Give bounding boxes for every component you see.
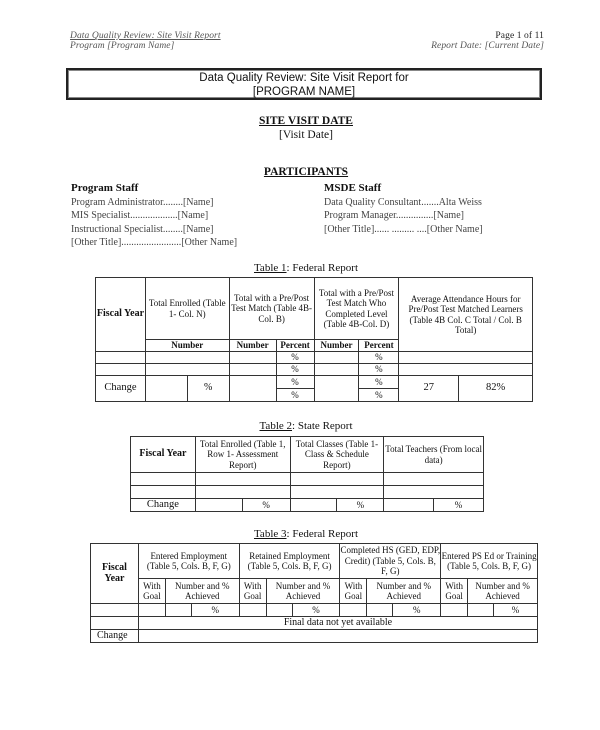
- table2-cell: [290, 486, 384, 499]
- table3-caption: [0, 528, 600, 540]
- table1-sub-number: Number: [314, 340, 359, 352]
- table2-enrolled-header: Total Enrolled (Table 1, Row 1- Assessment Report): [195, 437, 290, 473]
- table1-cell: %: [359, 389, 399, 402]
- participants-heading: PARTICIPANTS: [263, 166, 349, 178]
- table1-caption-prefix: Table 1: [253, 262, 287, 274]
- visit-date: [Visit Date]: [279, 129, 333, 141]
- table1-cell: [145, 352, 229, 364]
- table3-number-achieved: Number and % Achieved: [367, 579, 441, 604]
- table2-fiscal-year-header: Fiscal Year: [131, 437, 196, 473]
- msde-staff-line: [Other Title]...... ......... ....[Other Name]: [324, 223, 483, 235]
- table3-retained-header: Retained Employment (Table 5, Cols. B, F, G): [239, 544, 340, 579]
- table1-cell: [399, 352, 533, 364]
- msde-staff-block: [324, 182, 483, 236]
- table1-cell: [96, 364, 146, 376]
- table1-caption-suffix: : Federal Report: [286, 262, 358, 274]
- table1-sub-percent: Percent: [276, 340, 314, 352]
- table2-teachers-header: Total Teachers (From local data): [384, 437, 484, 473]
- table1-cell: [145, 376, 187, 402]
- table1-enrolled-header: Total Enrolled (Table 1- Col. N): [145, 278, 229, 340]
- table1-cell: [145, 364, 229, 376]
- table1-cell: %: [187, 376, 229, 402]
- table1-cell: %: [276, 364, 314, 376]
- table1-cell: [229, 364, 276, 376]
- table2-caption-prefix: Table 2: [259, 420, 293, 432]
- table1-cell: %: [359, 364, 399, 376]
- table3-cell: [91, 617, 139, 630]
- table3-cell: [441, 604, 468, 617]
- report-title-line1: Data Quality Review: Site Visit Report for: [199, 72, 409, 84]
- table1-cell: [399, 364, 533, 376]
- table2-cell: [290, 473, 384, 486]
- table1-sub-number: Number: [229, 340, 276, 352]
- table3-cell: [239, 604, 266, 617]
- table1-average-hours-value: 27: [399, 376, 459, 402]
- program-staff-heading: Program Staff: [71, 182, 139, 194]
- program-staff-line: Program Administrator........[Name]: [71, 196, 214, 208]
- table3-fiscal-year-header: Fiscal Year: [91, 544, 139, 604]
- table2-cell: [384, 486, 484, 499]
- table3-number-achieved: Number and % Achieved: [468, 579, 538, 604]
- table1-cell: [229, 352, 276, 364]
- table1-cell: [314, 376, 359, 402]
- table1-cell: [96, 352, 146, 364]
- table1-completed-header: Total with a Pre/Post Test Match Who Completed Level (Table 4B-Col. D): [314, 278, 399, 340]
- table1-cell: %: [276, 376, 314, 389]
- header-program-name: Program [Program Name]: [70, 41, 175, 51]
- table1-cell: %: [359, 352, 399, 364]
- table2-state-report: [130, 436, 484, 512]
- table1-federal-report: [95, 277, 533, 402]
- table1-cell: [314, 364, 359, 376]
- table3-with-goal: With Goal: [441, 579, 468, 604]
- table1-average-percent-value: 82%: [459, 376, 533, 402]
- table3-cell: [266, 604, 292, 617]
- page-number: Page 1 of 11: [495, 31, 544, 41]
- table2-cell: %: [242, 499, 290, 512]
- table3-cell: [340, 604, 367, 617]
- table1-match-header: Total with a Pre/Post Test Match (Table 4B-Col. B): [229, 278, 314, 340]
- table1-average-header: Average Attendance Hours for Pre/Post Test Matched Learners (Table 4B Col. C Total / Col. B Total): [399, 278, 533, 352]
- program-staff-block: [71, 182, 237, 250]
- report-title-line2: [PROGRAM NAME]: [252, 86, 356, 98]
- table1-cell: [314, 352, 359, 364]
- table3-cell: [165, 604, 191, 617]
- header-document-title: Data Quality Review: Site Visit Report: [70, 31, 221, 41]
- table3-with-goal: With Goal: [239, 579, 266, 604]
- msde-staff-heading: MSDE Staff: [324, 182, 382, 194]
- table1-caption: [0, 262, 600, 274]
- table3-cell: [91, 604, 139, 617]
- table3-caption-suffix: : Federal Report: [286, 528, 358, 540]
- table3-cell: [138, 604, 165, 617]
- table1-sub-percent: Percent: [359, 340, 399, 352]
- table3-cell: %: [191, 604, 239, 617]
- table2-cell: %: [434, 499, 484, 512]
- table2-cell: [384, 473, 484, 486]
- table3-with-goal: With Goal: [340, 579, 367, 604]
- table1-cell: %: [276, 352, 314, 364]
- table1-fiscal-year-header: Fiscal Year: [96, 278, 146, 352]
- table3-final-note: Final data not yet available: [138, 617, 537, 630]
- table2-cell: [195, 499, 242, 512]
- msde-staff-line: Program Manager...............[Name]: [324, 210, 464, 221]
- table1-change-label: Change: [96, 376, 146, 402]
- table3-entered-header: Entered Employment (Table 5, Cols. B, F, G): [138, 544, 239, 579]
- program-staff-line: [Other Title]........................[Other Name]: [71, 237, 238, 248]
- table3-cell: %: [393, 604, 441, 617]
- table2-classes-header: Total Classes (Table 1-Class & Schedule Report): [290, 437, 384, 473]
- table1-cell: %: [359, 376, 399, 389]
- table2-caption: [0, 420, 600, 432]
- program-staff-line: Instructional Specialist........[Name]: [71, 223, 214, 235]
- table3-cell: [138, 630, 537, 643]
- table3-cell: [367, 604, 393, 617]
- msde-staff-line: Data Quality Consultant.......Alta Weiss: [324, 196, 482, 208]
- table3-number-achieved: Number and % Achieved: [266, 579, 340, 604]
- table2-cell: [131, 486, 196, 499]
- table1-cell: %: [276, 389, 314, 402]
- table3-with-goal: With Goal: [138, 579, 165, 604]
- table2-cell: [195, 486, 290, 499]
- table3-ps-header: Entered PS Ed or Training (Table 5, Cols. B, F, G): [441, 544, 538, 579]
- table2-caption-suffix: : State Report: [292, 420, 353, 432]
- program-staff-line: MIS Specialist...................[Name]: [71, 210, 209, 221]
- table3-caption-prefix: Table 3: [253, 528, 287, 540]
- table2-cell: [195, 473, 290, 486]
- table1-sub-number: Number: [145, 340, 229, 352]
- table2-cell: [290, 499, 337, 512]
- table2-change-label: Change: [131, 499, 196, 512]
- table3-cell: %: [292, 604, 340, 617]
- table3-change-label: Change: [91, 630, 139, 643]
- report-date: Report Date: [Current Date]: [431, 41, 544, 51]
- table3-number-achieved: Number and % Achieved: [165, 579, 239, 604]
- table2-cell: [384, 499, 434, 512]
- table3-federal-report: [90, 543, 538, 643]
- table1-cell: [229, 376, 276, 402]
- table3-completed-header: Completed HS (GED, EDP, Credit) (Table 5, Cols. B, F, G): [340, 544, 441, 579]
- report-title-box: [66, 68, 542, 100]
- table3-cell: %: [494, 604, 538, 617]
- table2-cell: [131, 473, 196, 486]
- table3-cell: [468, 604, 494, 617]
- table2-cell: %: [337, 499, 384, 512]
- site-visit-heading: SITE VISIT DATE: [259, 115, 353, 127]
